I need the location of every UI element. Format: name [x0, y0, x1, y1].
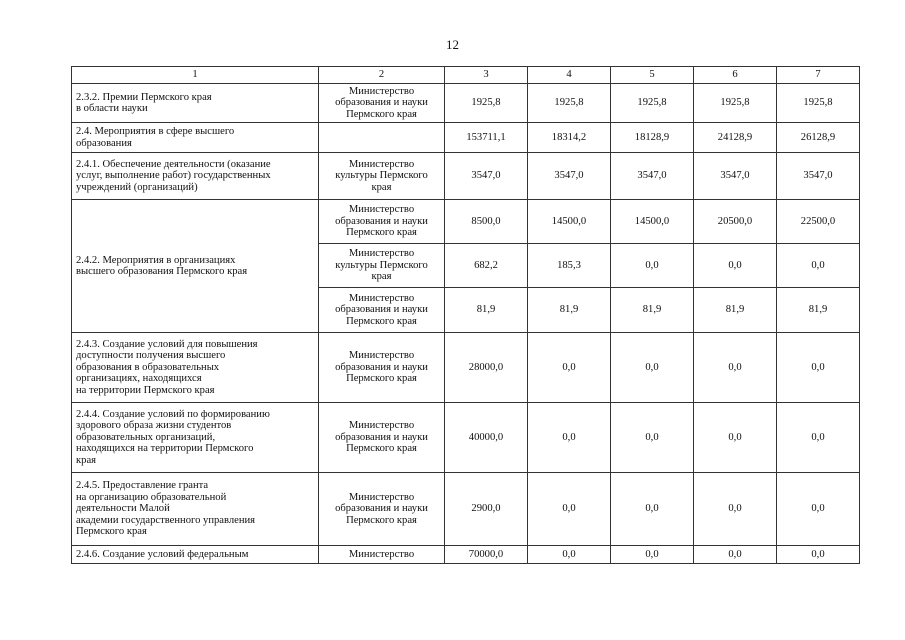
amount-cell: 0,0	[694, 244, 777, 288]
amount-cell: 18128,9	[611, 123, 694, 153]
table-row	[72, 333, 860, 403]
amount-cell: 0,0	[694, 473, 777, 546]
page-number: 12	[446, 37, 459, 52]
executor-cell	[319, 123, 445, 153]
activity-name-cell: 2.4.2. Мероприятия в организациях высшего образования Пермского края	[72, 200, 319, 333]
activity-name-cell: 2.4.6. Создание условий федеральным	[72, 546, 319, 564]
amount-cell: 24128,9	[694, 123, 777, 153]
amount-cell: 1925,8	[694, 84, 777, 123]
amount-cell: 3547,0	[611, 153, 694, 200]
amount-cell: 1925,8	[611, 84, 694, 123]
amount-cell: 0,0	[528, 333, 611, 403]
amount-cell: 3547,0	[528, 153, 611, 200]
activity-name-cell: 2.4.4. Создание условий по формированию здорового образа жизни студентов образовательных организаций, находящихся на территории Пермского края	[72, 403, 319, 473]
activity-name-cell: 2.4.1. Обеспечение деятельности (оказание услуг, выполнение работ) государственных учреждений (организаций)	[72, 153, 319, 200]
amount-cell: 1925,8	[777, 84, 860, 123]
amount-cell: 0,0	[777, 473, 860, 546]
amount-cell: 40000,0	[445, 403, 528, 473]
amount-cell: 0,0	[528, 403, 611, 473]
amount-cell: 0,0	[611, 244, 694, 288]
executor-cell: Министерство образования и науки Пермского края	[319, 333, 445, 403]
table-row	[72, 153, 860, 200]
amount-cell: 1925,8	[445, 84, 528, 123]
amount-cell: 20500,0	[694, 200, 777, 244]
executor-cell: Министерство образования и науки Пермского края	[319, 84, 445, 123]
amount-cell: 0,0	[777, 546, 860, 564]
column-header: 7	[777, 67, 860, 84]
column-header: 1	[72, 67, 319, 84]
column-header: 5	[611, 67, 694, 84]
amount-cell: 81,9	[445, 288, 528, 333]
executor-cell: Министерство образования и науки Пермского края	[319, 288, 445, 333]
table-header-row	[72, 67, 860, 84]
table-body	[72, 67, 860, 564]
amount-cell: 0,0	[694, 333, 777, 403]
amount-cell: 8500,0	[445, 200, 528, 244]
amount-cell: 0,0	[611, 333, 694, 403]
amount-cell: 0,0	[528, 473, 611, 546]
amount-cell: 185,3	[528, 244, 611, 288]
amount-cell: 0,0	[528, 546, 611, 564]
budget-table	[71, 66, 860, 564]
executor-cell: Министерство образования и науки Пермского края	[319, 473, 445, 546]
column-header: 3	[445, 67, 528, 84]
activity-name-cell: 2.4. Мероприятия в сфере высшего образования	[72, 123, 319, 153]
executor-cell: Министерство культуры Пермского края	[319, 244, 445, 288]
executor-cell: Министерство	[319, 546, 445, 564]
amount-cell: 81,9	[611, 288, 694, 333]
amount-cell: 0,0	[611, 473, 694, 546]
amount-cell: 18314,2	[528, 123, 611, 153]
amount-cell: 0,0	[611, 403, 694, 473]
amount-cell: 81,9	[528, 288, 611, 333]
amount-cell: 0,0	[777, 403, 860, 473]
amount-cell: 0,0	[694, 546, 777, 564]
table-row	[72, 123, 860, 153]
amount-cell: 81,9	[777, 288, 860, 333]
amount-cell: 3547,0	[445, 153, 528, 200]
amount-cell: 682,2	[445, 244, 528, 288]
executor-cell: Министерство образования и науки Пермского края	[319, 200, 445, 244]
amount-cell: 26128,9	[777, 123, 860, 153]
amount-cell: 28000,0	[445, 333, 528, 403]
table-row	[72, 473, 860, 546]
amount-cell: 14500,0	[528, 200, 611, 244]
amount-cell: 14500,0	[611, 200, 694, 244]
amount-cell: 0,0	[777, 244, 860, 288]
table-row	[72, 403, 860, 473]
amount-cell: 153711,1	[445, 123, 528, 153]
amount-cell: 0,0	[611, 546, 694, 564]
activity-name-cell: 2.3.2. Премии Пермского края в области науки	[72, 84, 319, 123]
activity-name-cell: 2.4.3. Создание условий для повышения доступности получения высшего образования в образовательных организациях, находящихся на территории Пермского края	[72, 333, 319, 403]
column-header: 6	[694, 67, 777, 84]
amount-cell: 70000,0	[445, 546, 528, 564]
column-header: 4	[528, 67, 611, 84]
amount-cell: 81,9	[694, 288, 777, 333]
activity-name-cell: 2.4.5. Предоставление гранта на организацию образовательной деятельности Малой академии государственного управления Пермского края	[72, 473, 319, 546]
executor-cell: Министерство культуры Пермского края	[319, 153, 445, 200]
table-row	[72, 546, 860, 564]
amount-cell: 2900,0	[445, 473, 528, 546]
table-row	[72, 84, 860, 123]
amount-cell: 0,0	[694, 403, 777, 473]
amount-cell: 1925,8	[528, 84, 611, 123]
executor-cell: Министерство образования и науки Пермского края	[319, 403, 445, 473]
amount-cell: 3547,0	[777, 153, 860, 200]
table-row	[72, 200, 860, 244]
amount-cell: 22500,0	[777, 200, 860, 244]
amount-cell: 3547,0	[694, 153, 777, 200]
amount-cell: 0,0	[777, 333, 860, 403]
column-header: 2	[319, 67, 445, 84]
